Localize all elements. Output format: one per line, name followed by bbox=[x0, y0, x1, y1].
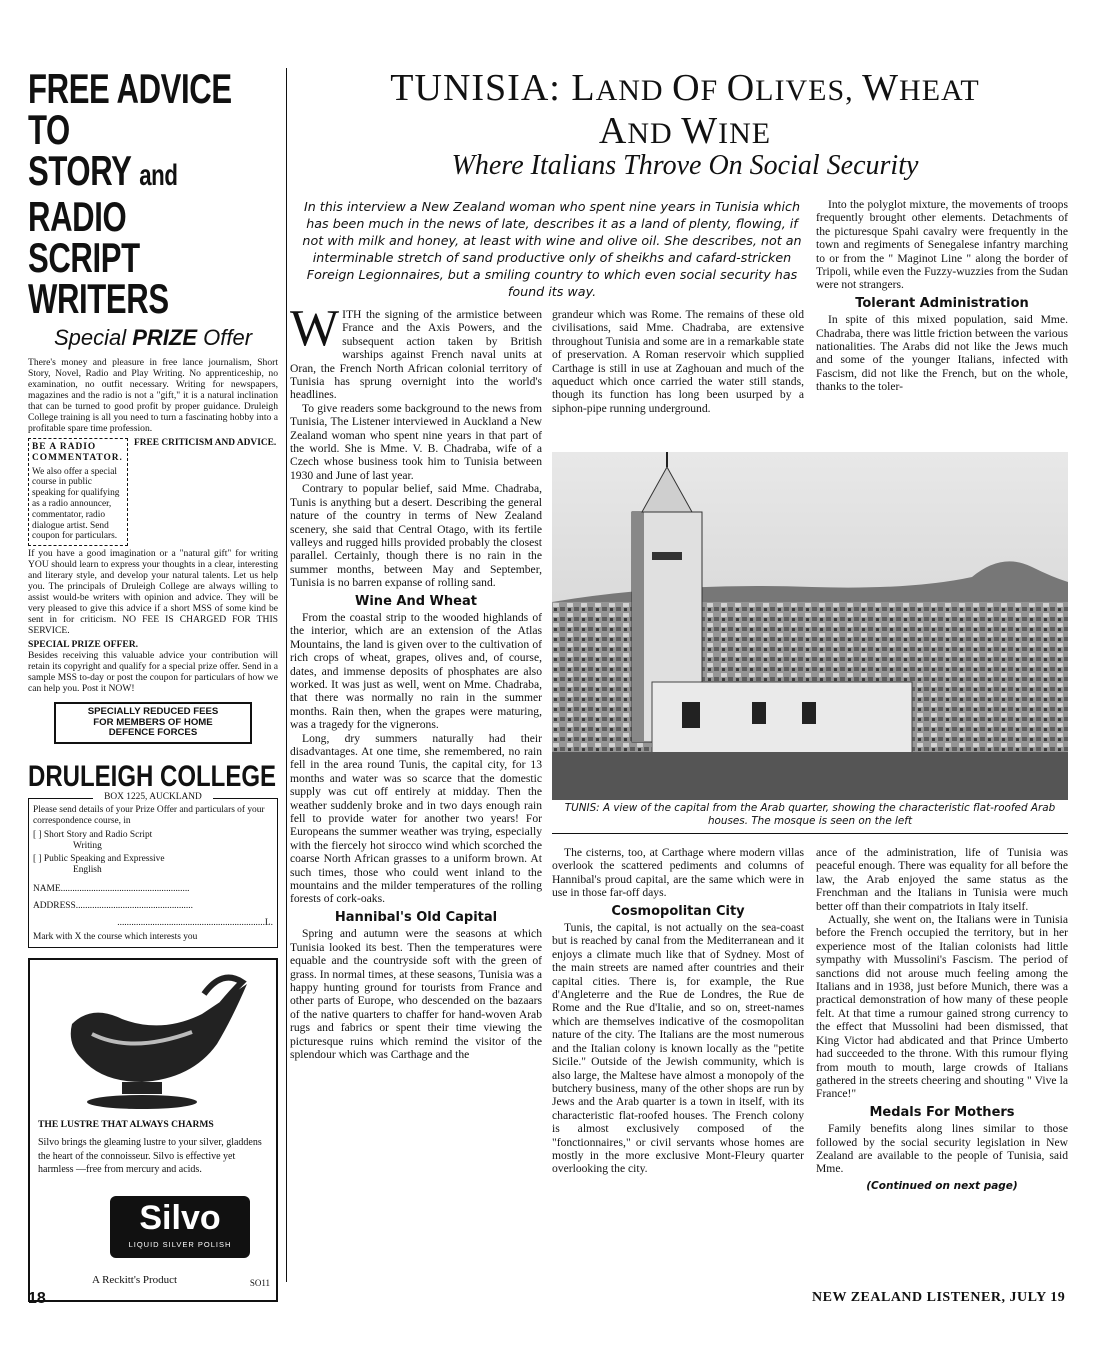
background-paragraph: To give readers some background to the news from Tunisia, The Listener interviewed in Auckland a New Zealand woman who spent nine years in that part of the world. She is Mme. V. B. Chadraba, wife of a Czech whose business took him to Tunisia between 1930 and June of last year. bbox=[290, 401, 542, 482]
radio-box-heading: BE A RADIO COMMENTATOR. bbox=[32, 442, 123, 463]
administration-paragraph: ance of the administration, life of Tunisia was peaceful enough. There was equality for all before the law, the Arab enjoyed the same status as the Frenchman and the Italians in Tunisia were much better off than their compatriots in Italy itself. bbox=[816, 846, 1068, 913]
article-standfirst: In this interview a New Zealand woman who spent nine years in Tunisia which has been much in the news of late, describes it as a land of plenty, flowing, if not with milk and honey, at least with wine and olive oil. She describes, not an interminable stretch of sand productive only of sheikhs and cafard-stricken Foreign Legionnaires, but a smiling country to which even social security has found its way. bbox=[302, 199, 802, 299]
druleigh-advertisement bbox=[28, 65, 278, 1302]
coupon-address-field[interactable]: ADDRESS.................................................. bbox=[33, 900, 193, 911]
crops-paragraph: From the coastal strip to the wooded highlands of the interior, which are an extension of the Atlas Mountains, the land is given over to the cultivation of rich crops of wheat, grapes, olives and, of course, dates, and immense deposits of phosphates are also worked. It was just as well, went on Mme. Chadraba, that there was normally no rain in the summer months. Rain then, when the grapes were maturing, was a tragedy for the vignerons. bbox=[290, 610, 542, 732]
italians-paragraph: Actually, she went on, the Italians were in Tunisia before the French occupied the territory, but in her experience most of the Italian colonists had little sympathy with Mussolini's Fascism. The period of sanctions did not arouse much feeling among the Italians and in 1938, just before Munich, there was a practical demonstration of how many of these people felt. At that time a rumour gained strong currency to the effect that Mussolini had been dismissed, that King Victor had abdicated and that Prince Umberto had succeeded to the throne. With this rumour flying from mouth to mouth, large crowds of Italians gathered in the streets cheering and shouting " Vive la France!" bbox=[816, 913, 1068, 1101]
polyglot-paragraph: Into the polyglot mixture, the movements of troops frequently brought other elements. Detachments of the picturesque Spahi cavalry were frequently in the town and regiments of Senegalese infantry marching to or from the " Maginot Line " along the border of Tripoli, while even the Fuzzy-wuzzies from the Sudan were not strangers. bbox=[816, 198, 1069, 292]
article-column-3 bbox=[816, 846, 1068, 1193]
tunis-cityscape-image bbox=[552, 452, 1068, 800]
drop-cap: W bbox=[290, 300, 340, 357]
ad-headline-line3: SCRIPT WRITERS bbox=[28, 234, 169, 322]
coupon-form bbox=[28, 791, 278, 948]
article-column-1 bbox=[290, 300, 542, 1061]
ad-headline-line1: FREE ADVICE TO bbox=[28, 65, 232, 153]
subhead-hannibal: Hannibal's Old Capital bbox=[334, 909, 498, 925]
ad-intro-text: There's money and pleasure in free lance journalism, Short Story, Novel, Radio and Play Writing. No apprenticeship, no examination, no outfit necessary. Writing for newspapers, magazines and the radio is not a "gift," it is a natural inclination that can be turned to good profit by proper guidance. Druleigh College training is all you need to turn a fascinating hobby into a profitable spare time profession. bbox=[28, 357, 278, 434]
reduced-fees-box: SPECIALLY REDUCED FEES FOR MEMBERS OF HOME DEFENCE FORCES bbox=[54, 702, 252, 744]
summers-paragraph: Long, dry summers naturally had their disadvantages. At one time, she remembered, no rain fell in the area round Tunis, the capital city, for 13 months and water was so scarce that the domestic supply was cut off entirely at midday. Then the weather suddenly broke and in two days enough rain fell to provide water for another two years! For Europeans the summer weather was trying, especially with the fiercely hot sirocco wind which scorched the coarse North African grasses to a uniform brown. At such times, those who could went inland to the mountains and the milder temperatures of the rolling forests of cork-oaks. bbox=[290, 731, 542, 906]
silvo-body: Silvo brings the gleaming lustre to your silver, gladdens the heart of the connoisseur. Silvo is effective yet harmless —free from mercury and acids. bbox=[38, 1137, 262, 1176]
coupon-instruction: Mark with X the course which interests you bbox=[33, 931, 198, 942]
silvo-maker: A Reckitt's Product bbox=[92, 1273, 178, 1286]
silvo-heading: THE LUSTRE THAT ALWAYS CHARMS bbox=[38, 1118, 214, 1130]
publication-footer: NEW ZEALAND LISTENER, JULY 19 bbox=[812, 1290, 1066, 1305]
criticism-text: If you have a good imagination or a "natural gift" for writing YOU should learn to express your thoughts in a clear, interesting and literary style, and develop your natural talents. Let us help you. The principals of Druleigh College are always willing to assist would-be writers with opinion and advice. They will be very pleased to give this advice if a short MSS of some kind be sent in for criticism. NO FEE IS CHARGED FOR THIS SERVICE. bbox=[28, 548, 278, 637]
subhead-cosmopolitan-city: Cosmopolitan City bbox=[611, 903, 745, 919]
silvo-advertisement bbox=[28, 958, 278, 1302]
radio-box-text: We also offer a special course in public speaking for qualifying as a radio announcer, commentator, radio dialogue artist. Send coupon for particulars. bbox=[32, 466, 120, 542]
ruins-paragraph: grandeur which was Rome. The remains of these old civilisations, said Mme. Chadraba, are extensive throughout Tunisia and some are in a remarkable state of preservation. A Roman reservoir which supplied Carthage is still in use at Zaghouan and much of the aqueduct which once carried the water still stands, though its function has long been usurped by a siphon-pipe running underground. bbox=[552, 308, 804, 415]
subhead-medals-for-mothers: Medals For Mothers bbox=[869, 1104, 1015, 1120]
tunis-photograph bbox=[552, 452, 1068, 800]
headline-line1: TUNISIA: LAND OF OLIVES, WHEAT bbox=[390, 67, 980, 109]
silvo-brand: Silvo bbox=[139, 1198, 221, 1237]
criticism-heading: FREE CRITICISM AND ADVICE. bbox=[134, 438, 277, 448]
article-column-2 bbox=[552, 846, 804, 1176]
subhead-wine-and-wheat: Wine And Wheat bbox=[355, 593, 477, 609]
opening-paragraph: WITH the signing of the armistice between France and the Axis Powers, and the subsequent action taken by British warships against French naval units at Oran, the French North African colonial territory of Tunisia has sprung overnight into the world's headlines. bbox=[290, 300, 542, 402]
tunis-capital-paragraph: Tunis, the capital, is not actually on the sea-coast but is reached by canal from the Mediterranean and it enjoys a climate much like that of Sydney. Most of the main streets are named after countries and their capital cities. There is, for example, the Rue d'Angleterre and the Rue de Londres, the Rue de Rome and the Rue d'Italie, and so on, street-names which are themselves indicative of the cosmopolitan nature of the city. The Italians are the most numerous and the Italian colony is known locally as the "petite Sicile." Outside of the Jewish community, which is also large, the Maltese have almost a monopoly of the butchery business, many of the other shops are run by Jews and the Arab quarter is a town in itself, with its characteristic flat-roofed houses. The French colony is almost exclusively composed of the "fonctionnaires," or civil servants whose homes are mostly in the more exclusive Mont-Fleury quarter overlooking the city. bbox=[552, 921, 804, 1176]
special-offer-text: Besides receiving this valuable advice your contribution will retain its copyright and qualify for a special prize offer. Send in a sample MSS to-day or post the coupon for particulars of how we can help you. Post it NOW! bbox=[28, 650, 278, 695]
seasons-paragraph: Spring and autumn were the seasons at which Tunisia looked its best. Then the temperatures were equable and the countryside soft with the green of grass. In normal times, at these seasons, Tunisia was a happy hunting ground for tourists from France and other parts of Europe, who descended on the bazaars of the native quarters to chaffer for hand-woven Arab rugs and fabrics or spent their time viewing the picturesque ruins which remind the visitor of the splendour which was Carthage and the bbox=[290, 927, 542, 1061]
page-number: 18 bbox=[28, 1290, 46, 1307]
right-column-top bbox=[816, 198, 1068, 394]
coupon-address-line2[interactable]: ...............................................................L. bbox=[117, 917, 273, 928]
coupon-name-field[interactable]: NAME....................................................... bbox=[33, 883, 190, 894]
desert-paragraph: Contrary to popular belief, said Mme. Chadraba, Tunis is anything but a desert. Describing the general nature of the country in terms of New Zealand scenery, she said that Central Otago, with its fertile valleys and rugged hills provided probably the closest parallel. Certainly, though there is no rain in the summer months, between May and September, Tunisia is no barren expanse of rolling sand. bbox=[290, 482, 542, 590]
article-headline bbox=[300, 68, 1070, 154]
ad-two-column-block bbox=[28, 438, 278, 546]
coupon-address: BOX 1225, AUCKLAND bbox=[93, 792, 213, 803]
photo-caption: TUNIS: A view of the capital from the Arab quarter, showing the characteristic flat-roofed Arab houses. The mosque is seen on the left bbox=[564, 802, 1056, 827]
silvo-tagline: LIQUID SILVER POLISH bbox=[128, 1239, 232, 1249]
gravy-boat-illustration bbox=[32, 964, 276, 1114]
ad-headline bbox=[28, 65, 278, 322]
criticism-block bbox=[134, 438, 278, 546]
silvo-copy bbox=[38, 1118, 268, 1177]
caption-rule bbox=[552, 833, 1068, 834]
silvo-bottle-label bbox=[110, 1196, 250, 1258]
continued-link[interactable]: (Continued on next page) bbox=[866, 1179, 1018, 1192]
ad-divider-rule bbox=[286, 68, 287, 1282]
cisterns-paragraph: The cisterns, too, at Carthage where modern villas overlook the scattered pediments and columns of Hannibal's proud capital, are the same which were in use in those far-off days. bbox=[552, 846, 804, 900]
coupon-request-text: Please send details of your Prize Offer and particulars of your correspondence course, in bbox=[33, 804, 265, 826]
coupon-option-speaking[interactable]: [ ] Public Speaking and Expressive English bbox=[33, 853, 165, 875]
prize-offer-heading: Special PRIZE Offer bbox=[53, 325, 253, 350]
special-offer-heading: SPECIAL PRIZE OFFER. bbox=[28, 639, 139, 651]
article-subheadline: Where Italians Throve On Social Security bbox=[451, 150, 919, 181]
tolerant-paragraph: In spite of this mixed population, said Mme. Chadraba, there was little friction between the various nationalities. The Arabs did not like the Jews much and some of the younger Italians, infected with Fascism, did not like the French, but on the whole, thanks to the toler- bbox=[816, 313, 1068, 394]
family-benefits-paragraph: Family benefits along lines similar to those followed by the social security legislation in New Zealand are available to the people of Tunisia, said Mme. bbox=[816, 1122, 1068, 1176]
subhead-tolerant-administration: Tolerant Administration bbox=[855, 295, 1029, 311]
article-column-2-top bbox=[552, 308, 804, 415]
ad-headline-line2: STORY and RADIO bbox=[28, 147, 178, 240]
coupon-option-writing[interactable]: [ ] Short Story and Radio Script Writing bbox=[33, 829, 153, 851]
radio-commentator-box bbox=[28, 438, 128, 546]
silvo-code: SO11 bbox=[249, 1277, 270, 1288]
headline-line2: AND WINE bbox=[598, 110, 772, 152]
college-name: DRULEIGH COLLEGE bbox=[28, 759, 277, 793]
